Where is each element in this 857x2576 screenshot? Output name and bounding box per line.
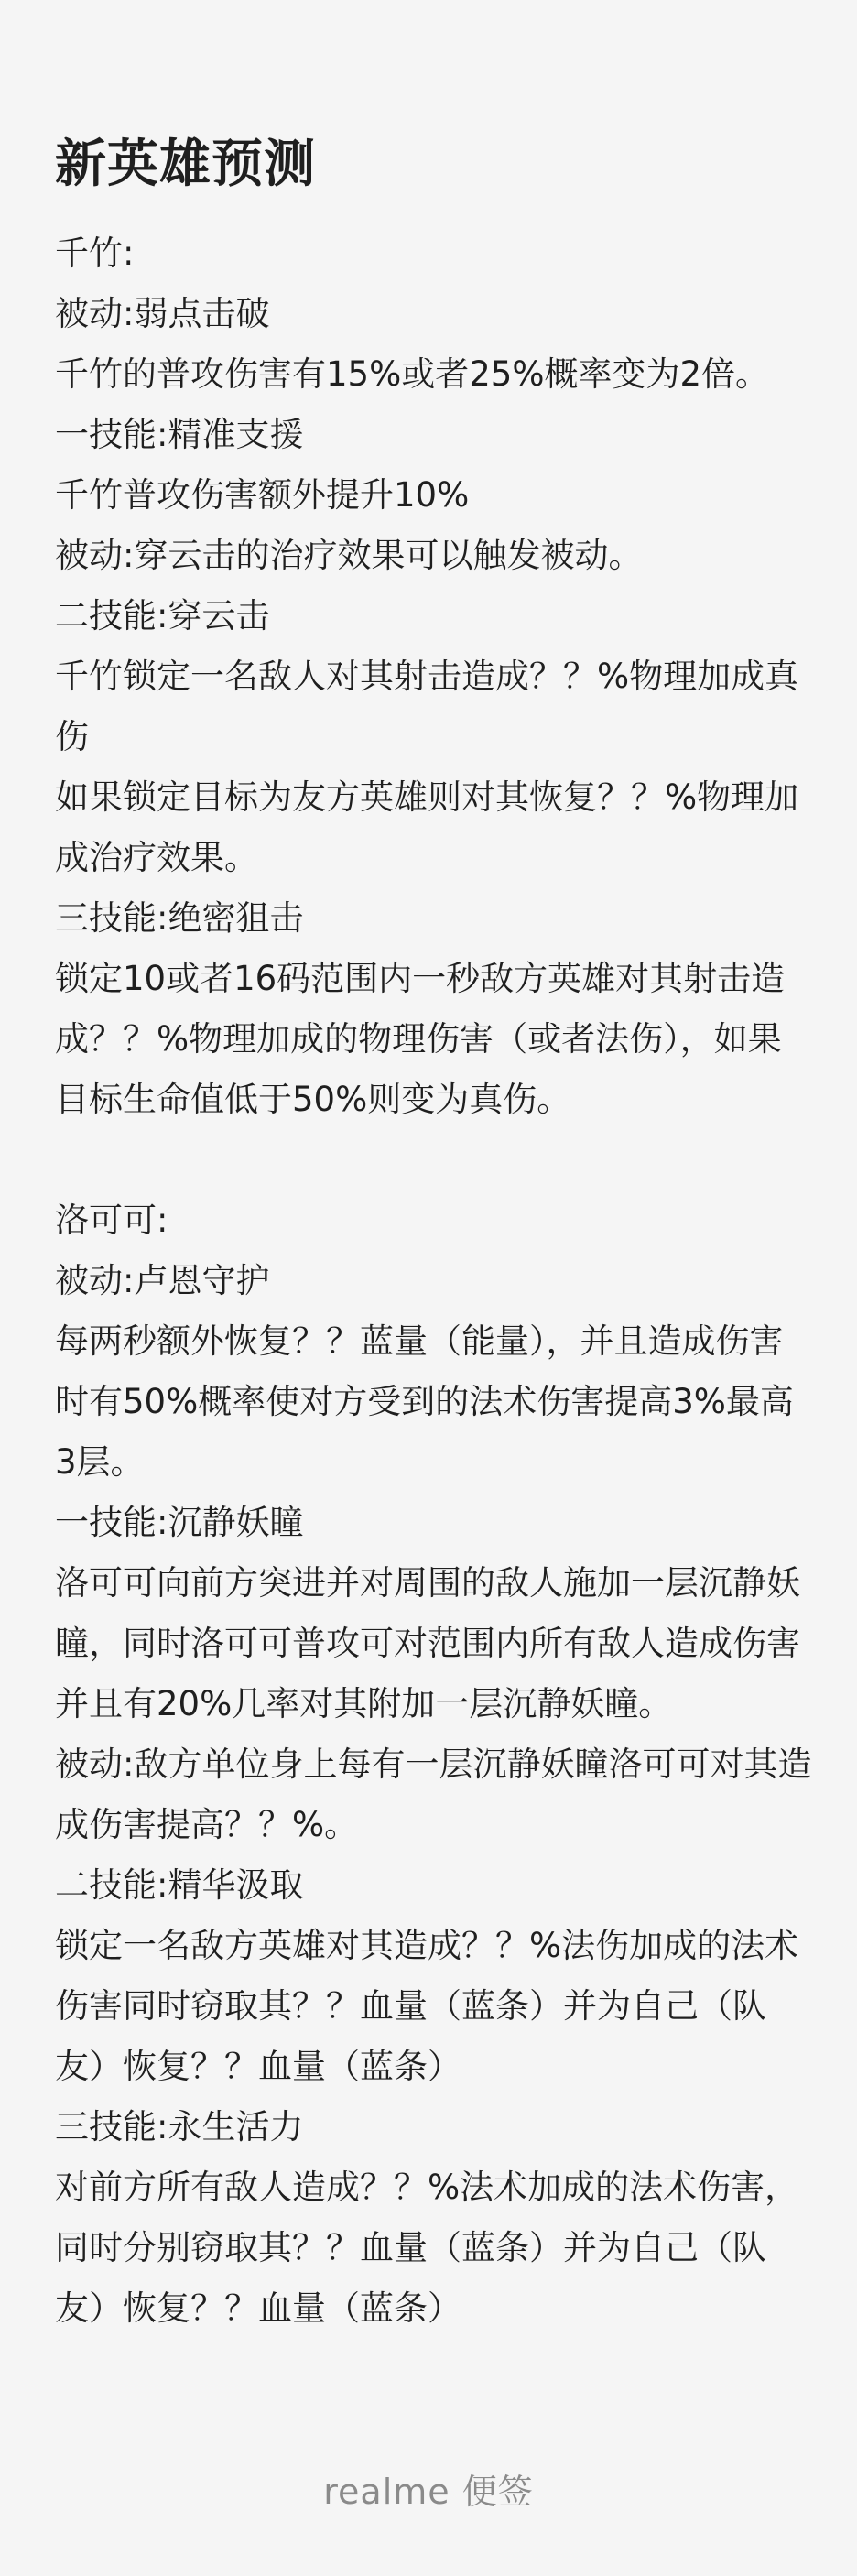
note-content[interactable] (55, 128, 815, 2339)
note-line: 三技能:绝密狙击 (55, 898, 304, 938)
note-line: 一技能:沉静妖瞳 (55, 1503, 304, 1542)
note-line: 洛可可: (55, 1201, 168, 1240)
note-line: 对前方所有敌人造成？？%法术加成的法术伤害，同时分别窃取其？？血量（蓝条）并为自己（队友）恢复？？血量（蓝条） (55, 2168, 799, 2328)
note-line: 千竹的普攻伤害有15%或者25%概率变为2倍。 (55, 354, 770, 394)
note-line: 二技能:精华汲取 (55, 1865, 304, 1905)
app-brand-footer: realme 便签 (323, 2472, 534, 2512)
note-line: 被动:敌方单位身上每有一层沉静妖瞳洛可可对其造成伤害提高？？%。 (55, 1745, 812, 1844)
note-title: 新英雄预测 (55, 135, 316, 194)
note-line: 一技能:精准支援 (55, 415, 304, 454)
note-line: 二技能:穿云击 (55, 596, 270, 636)
note-body (55, 223, 815, 2339)
note-line: 千竹锁定一名敌人对其射击造成？？%物理加成真伤 (55, 657, 799, 756)
note-line: 千竹普攻伤害额外提升10% (55, 475, 470, 515)
note-line: 锁定10或者16码范围内一秒敌方英雄对其射击造成？？%物理加成的物理伤害（或者法伤），如果目标生命值低于50%则变为真伤。 (55, 959, 786, 1119)
note-line: 三技能:永生活力 (55, 2107, 304, 2147)
note-line: 被动:卢恩守护 (55, 1261, 270, 1300)
note-line: 锁定一名敌方英雄对其造成？？%法伤加成的法术伤害同时窃取其？？血量（蓝条）并为自己（队友）恢复？？血量（蓝条） (55, 1926, 799, 2086)
note-line (55, 1130, 815, 1190)
note-line: 千竹: (55, 234, 135, 273)
note-line: 每两秒额外恢复？？蓝量（能量），并且造成伤害时有50%概率使对方受到的法术伤害提高3%最高3层。 (55, 1321, 794, 1482)
note-line: 被动:穿云击的治疗效果可以触发被动。 (55, 536, 643, 575)
note-line: 洛可可向前方突进并对周围的敌人施加一层沉静妖瞳，同时洛可可普攻可对范围内所有敌人造成伤害并且有20%几率对其附加一层沉静妖瞳。 (55, 1563, 800, 1723)
note-line: 如果锁定目标为友方英雄则对其恢复？？%物理加成治疗效果。 (55, 777, 799, 877)
note-line: 被动:弱点击破 (55, 294, 270, 333)
